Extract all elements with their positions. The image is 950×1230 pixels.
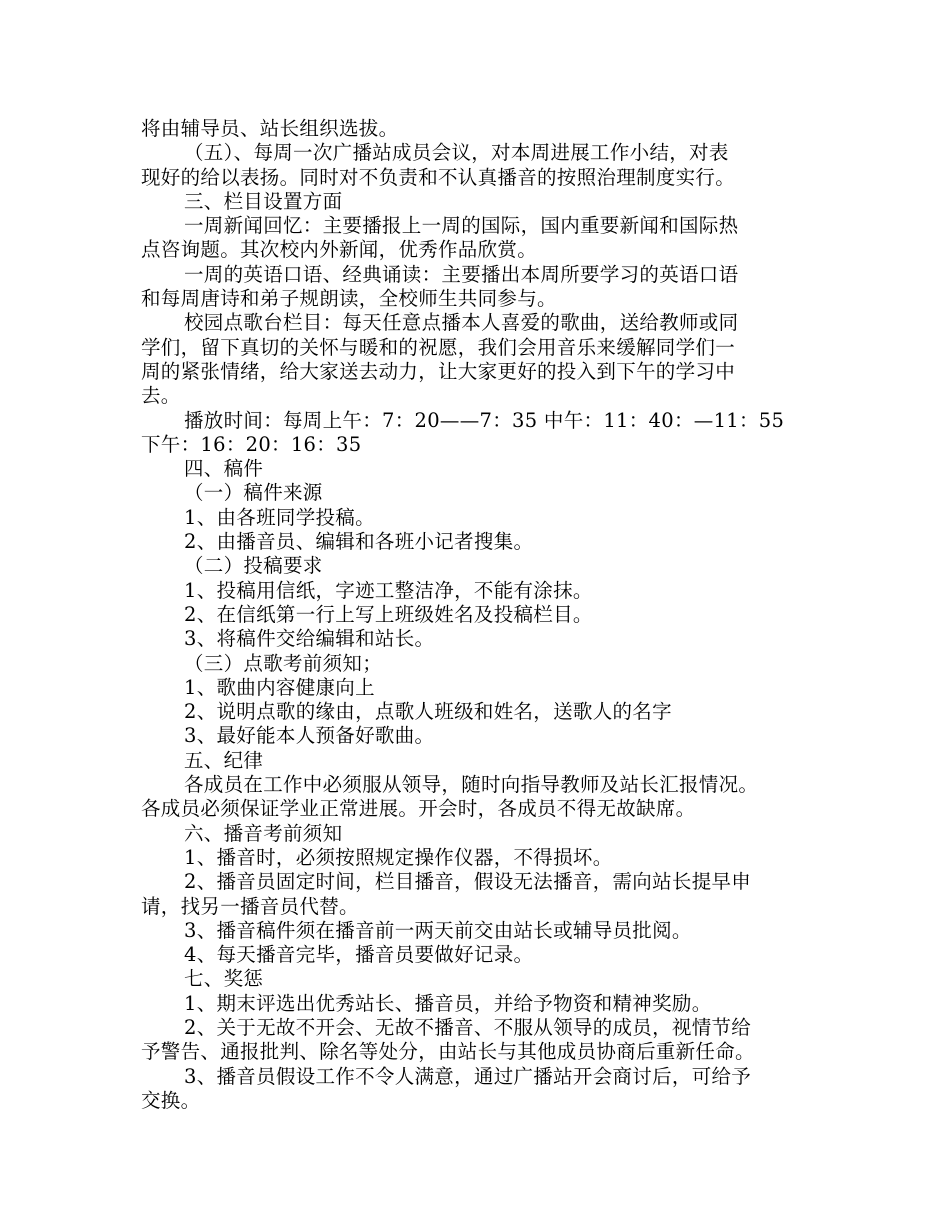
text-line: 2、在信纸第一行上写上班级姓名及投稿栏目。 <box>184 602 593 626</box>
document-body <box>141 117 821 1113</box>
text-line: 校园点歌台栏目：每天任意点播本人喜爱的歌曲，送给教师或同 <box>184 311 739 335</box>
text-line: 1、由各班同学投稿。 <box>184 505 375 529</box>
text-line: 1、投稿用信纸，字迹工整洁净，不能有涂抹。 <box>184 578 593 602</box>
text-line: 交换。 <box>141 1088 201 1112</box>
text-line: 三、栏目设置方面 <box>184 189 343 213</box>
text-line: （二）投稿要求 <box>184 554 323 578</box>
text-line: 各成员必须保证学业正常进展。开会时，各成员不得无故缺席。 <box>141 797 696 821</box>
text-line: 一周新闻回忆：主要播报上一周的国际，国内重要新闻和国际热 <box>184 214 739 238</box>
text-line: 周的紧张情绪，给大家送去动力，让大家更好的投入到下午的学习中 <box>141 359 736 383</box>
text-line: 学们，留下真切的关怀与暖和的祝愿，我们会用音乐来缓解同学们一 <box>141 335 736 359</box>
text-line: 点咨询题。其次校内外新闻，优秀作品欣赏。 <box>141 238 538 262</box>
text-line: 下午：16：20：16：35 <box>141 432 362 456</box>
text-line: 3、播音稿件须在播音前一两天前交由站长或辅导员批阅。 <box>184 918 692 942</box>
text-line: （一）稿件来源 <box>184 481 323 505</box>
text-line: 现好的给以表扬。同时对不负责和不认真播音的按照治理制度实行。 <box>141 165 736 189</box>
text-line: 各成员在工作中必须服从领导，随时向指导教师及站长汇报情况。 <box>184 773 759 797</box>
text-line: 1、歌曲内容健康向上 <box>184 675 375 699</box>
text-line: 播放时间：每周上午：7：20——7：35 中午：11：40：—11：55 <box>184 408 785 432</box>
text-line: 1、期末评选出优秀站长、播音员，并给予物资和精神奖励。 <box>184 991 712 1015</box>
text-line: 1、播音时，必须按照规定操作仪器，不得损坏。 <box>184 845 613 869</box>
text-line: 2、播音员固定时间，栏目播音，假设无法播音，需向站长提早申 <box>184 870 752 894</box>
text-line: 七、奖惩 <box>184 967 264 991</box>
text-line: 予警告、通报批判、除名等处分，由站长与其他成员协商后重新任命。 <box>141 1040 755 1064</box>
text-line: 四、稿件 <box>184 457 264 481</box>
text-line: 2、由播音员、编辑和各班小记者搜集。 <box>184 530 534 554</box>
text-line: 和每周唐诗和弟子规朗读，全校师生共同参与。 <box>141 287 557 311</box>
text-line: 3、最好能本人预备好歌曲。 <box>184 724 435 748</box>
text-line: （三）点歌考前须知； <box>184 651 383 675</box>
text-line: 3、播音员假设工作不令人满意，通过广播站开会商讨后，可给予 <box>184 1064 752 1088</box>
text-line: 去。 <box>141 384 181 408</box>
text-line: （五）、每周一次广播站成员会议，对本周进展工作小结，对表 <box>184 141 729 165</box>
text-line: 五、纪律 <box>184 748 264 772</box>
text-line: 请，找另一播音员代替。 <box>141 894 359 918</box>
text-line: 一周的英语口语、经典诵读：主要播出本周所要学习的英语口语 <box>184 262 739 286</box>
text-line: 2、关于无故不开会、无故不播音、不服从领导的成员，视情节给 <box>184 1015 752 1039</box>
text-line: 将由辅导员、站长组织选拔。 <box>141 117 399 140</box>
text-line: 3、将稿件交给编辑和站长。 <box>184 627 435 651</box>
text-line: 2、说明点歌的缘由，点歌人班级和姓名，送歌人的名字 <box>184 700 672 724</box>
text-line: 4、每天播音完毕，播音员要做好记录。 <box>184 943 534 967</box>
text-line: 六、播音考前须知 <box>184 821 343 845</box>
